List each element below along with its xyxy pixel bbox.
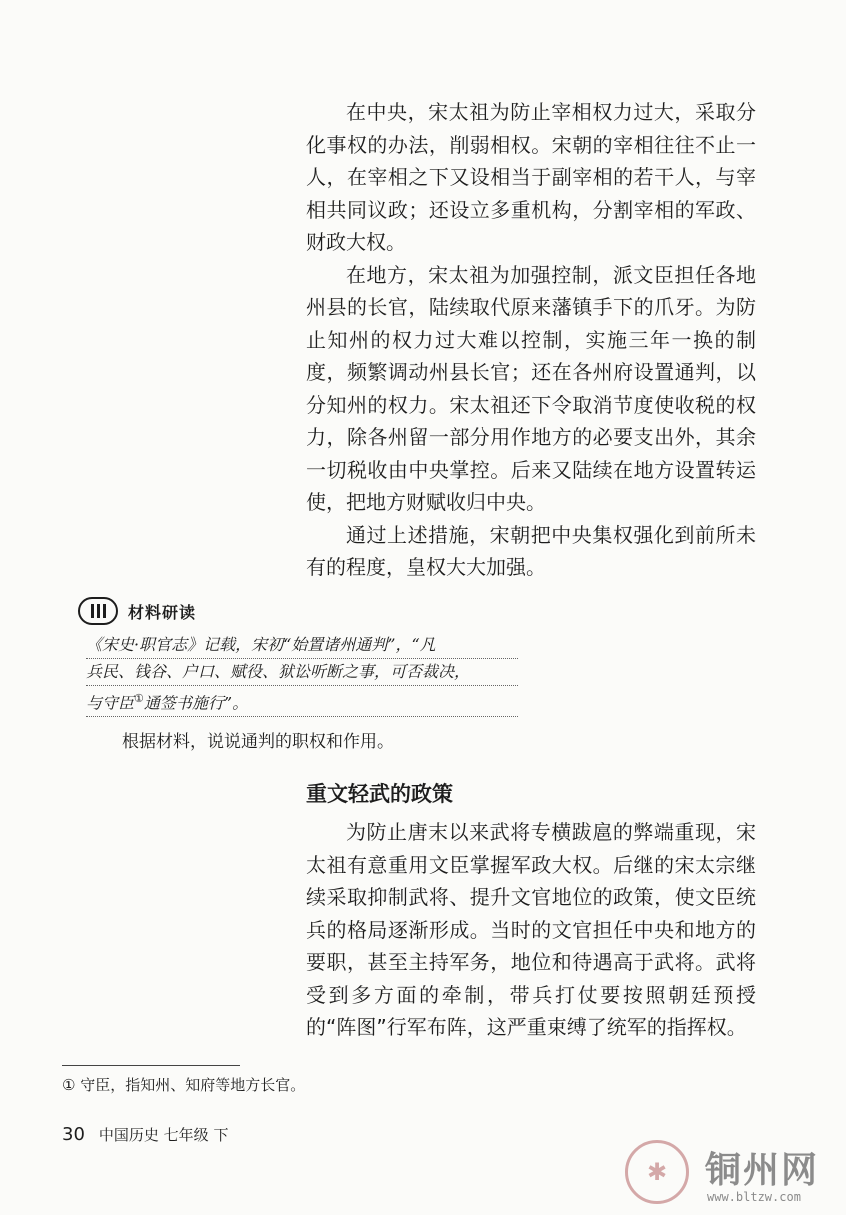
material-reading-title: 材料研读 bbox=[128, 602, 197, 622]
quote-text: 与守臣 bbox=[86, 693, 135, 713]
material-reading-box bbox=[78, 596, 518, 752]
research-question: 根据材料，说说通判的职权和作用。 bbox=[122, 732, 394, 753]
section-title: 重文轻武的政策 bbox=[306, 782, 453, 806]
quote-line: 《宋史·职官志》记载，宋初“始置诸州通判”，“凡 bbox=[86, 632, 518, 659]
seal-icon: ✱ bbox=[625, 1140, 689, 1204]
page-number: 30 bbox=[62, 1124, 85, 1145]
page-footer bbox=[62, 1124, 228, 1145]
quote-line: 兵民、钱谷、户口、赋役、狱讼听断之事，可否裁决， bbox=[86, 659, 518, 686]
quote-text: 通签书施行”。 bbox=[143, 693, 249, 713]
footnote-divider bbox=[62, 1065, 240, 1066]
material-reading-header bbox=[78, 596, 518, 626]
material-reading-icon bbox=[78, 597, 118, 625]
watermark bbox=[625, 1140, 835, 1208]
paragraph-central: 在中央，宋太祖为防止宰相权力过大，采取分化事权的办法，削弱相权。宋朝的宰相往往不止一人，在宰相之下又设相当于副宰相的若干人，与宰相共同议政；还设立多重机构，分割宰相的军政、财政大权。 bbox=[306, 100, 756, 254]
quote-line bbox=[86, 686, 518, 717]
watermark-name: 铜州网 bbox=[705, 1150, 820, 1191]
section-paragraph: 为防止唐末以来武将专横跋扈的弊端重现，宋太祖有意重用文臣掌握军政大权。后继的宋太宗继续采取抑制武将、提升文官地位的政策，使文臣统兵的格局逐渐形成。当时的文官担任中央和地方的要职，甚至主持军务，地位和待遇高于武将。武将受到多方面的牵制，带兵打仗要按照朝廷预授的“阵图”行军布阵，这严重束缚了统军的指挥权。 bbox=[306, 820, 756, 1039]
paragraph-local: 在地方，宋太祖为加强控制，派文臣担任各地州县的长官，陆续取代原来藩镇手下的爪牙。为防止知州的权力过大难以控制，实施三年一换的制度，频繁调动州县长官；还在各州府设置通判，以分知州的权力。宋太祖还下令取消节度使收税的权力，除各州留一部分用作地方的必要支出外，其余一切税收由中央掌控。后来又陆续在地方设置转运使，把地方财赋收归中央。 bbox=[306, 262, 756, 514]
main-text bbox=[306, 96, 756, 584]
paragraph-conclusion: 通过上述措施，宋朝把中央集权强化到前所未有的程度，皇权大大加强。 bbox=[306, 522, 756, 579]
watermark-url: www.bltzw.com bbox=[707, 1190, 801, 1204]
footnote: ① 守臣，指知州、知府等地方长官。 bbox=[62, 1076, 306, 1094]
material-quote bbox=[86, 632, 518, 717]
book-title: 中国历史 七年级 下 bbox=[98, 1126, 229, 1144]
footnote-marker: ① bbox=[134, 692, 144, 705]
section-body bbox=[306, 816, 756, 1044]
